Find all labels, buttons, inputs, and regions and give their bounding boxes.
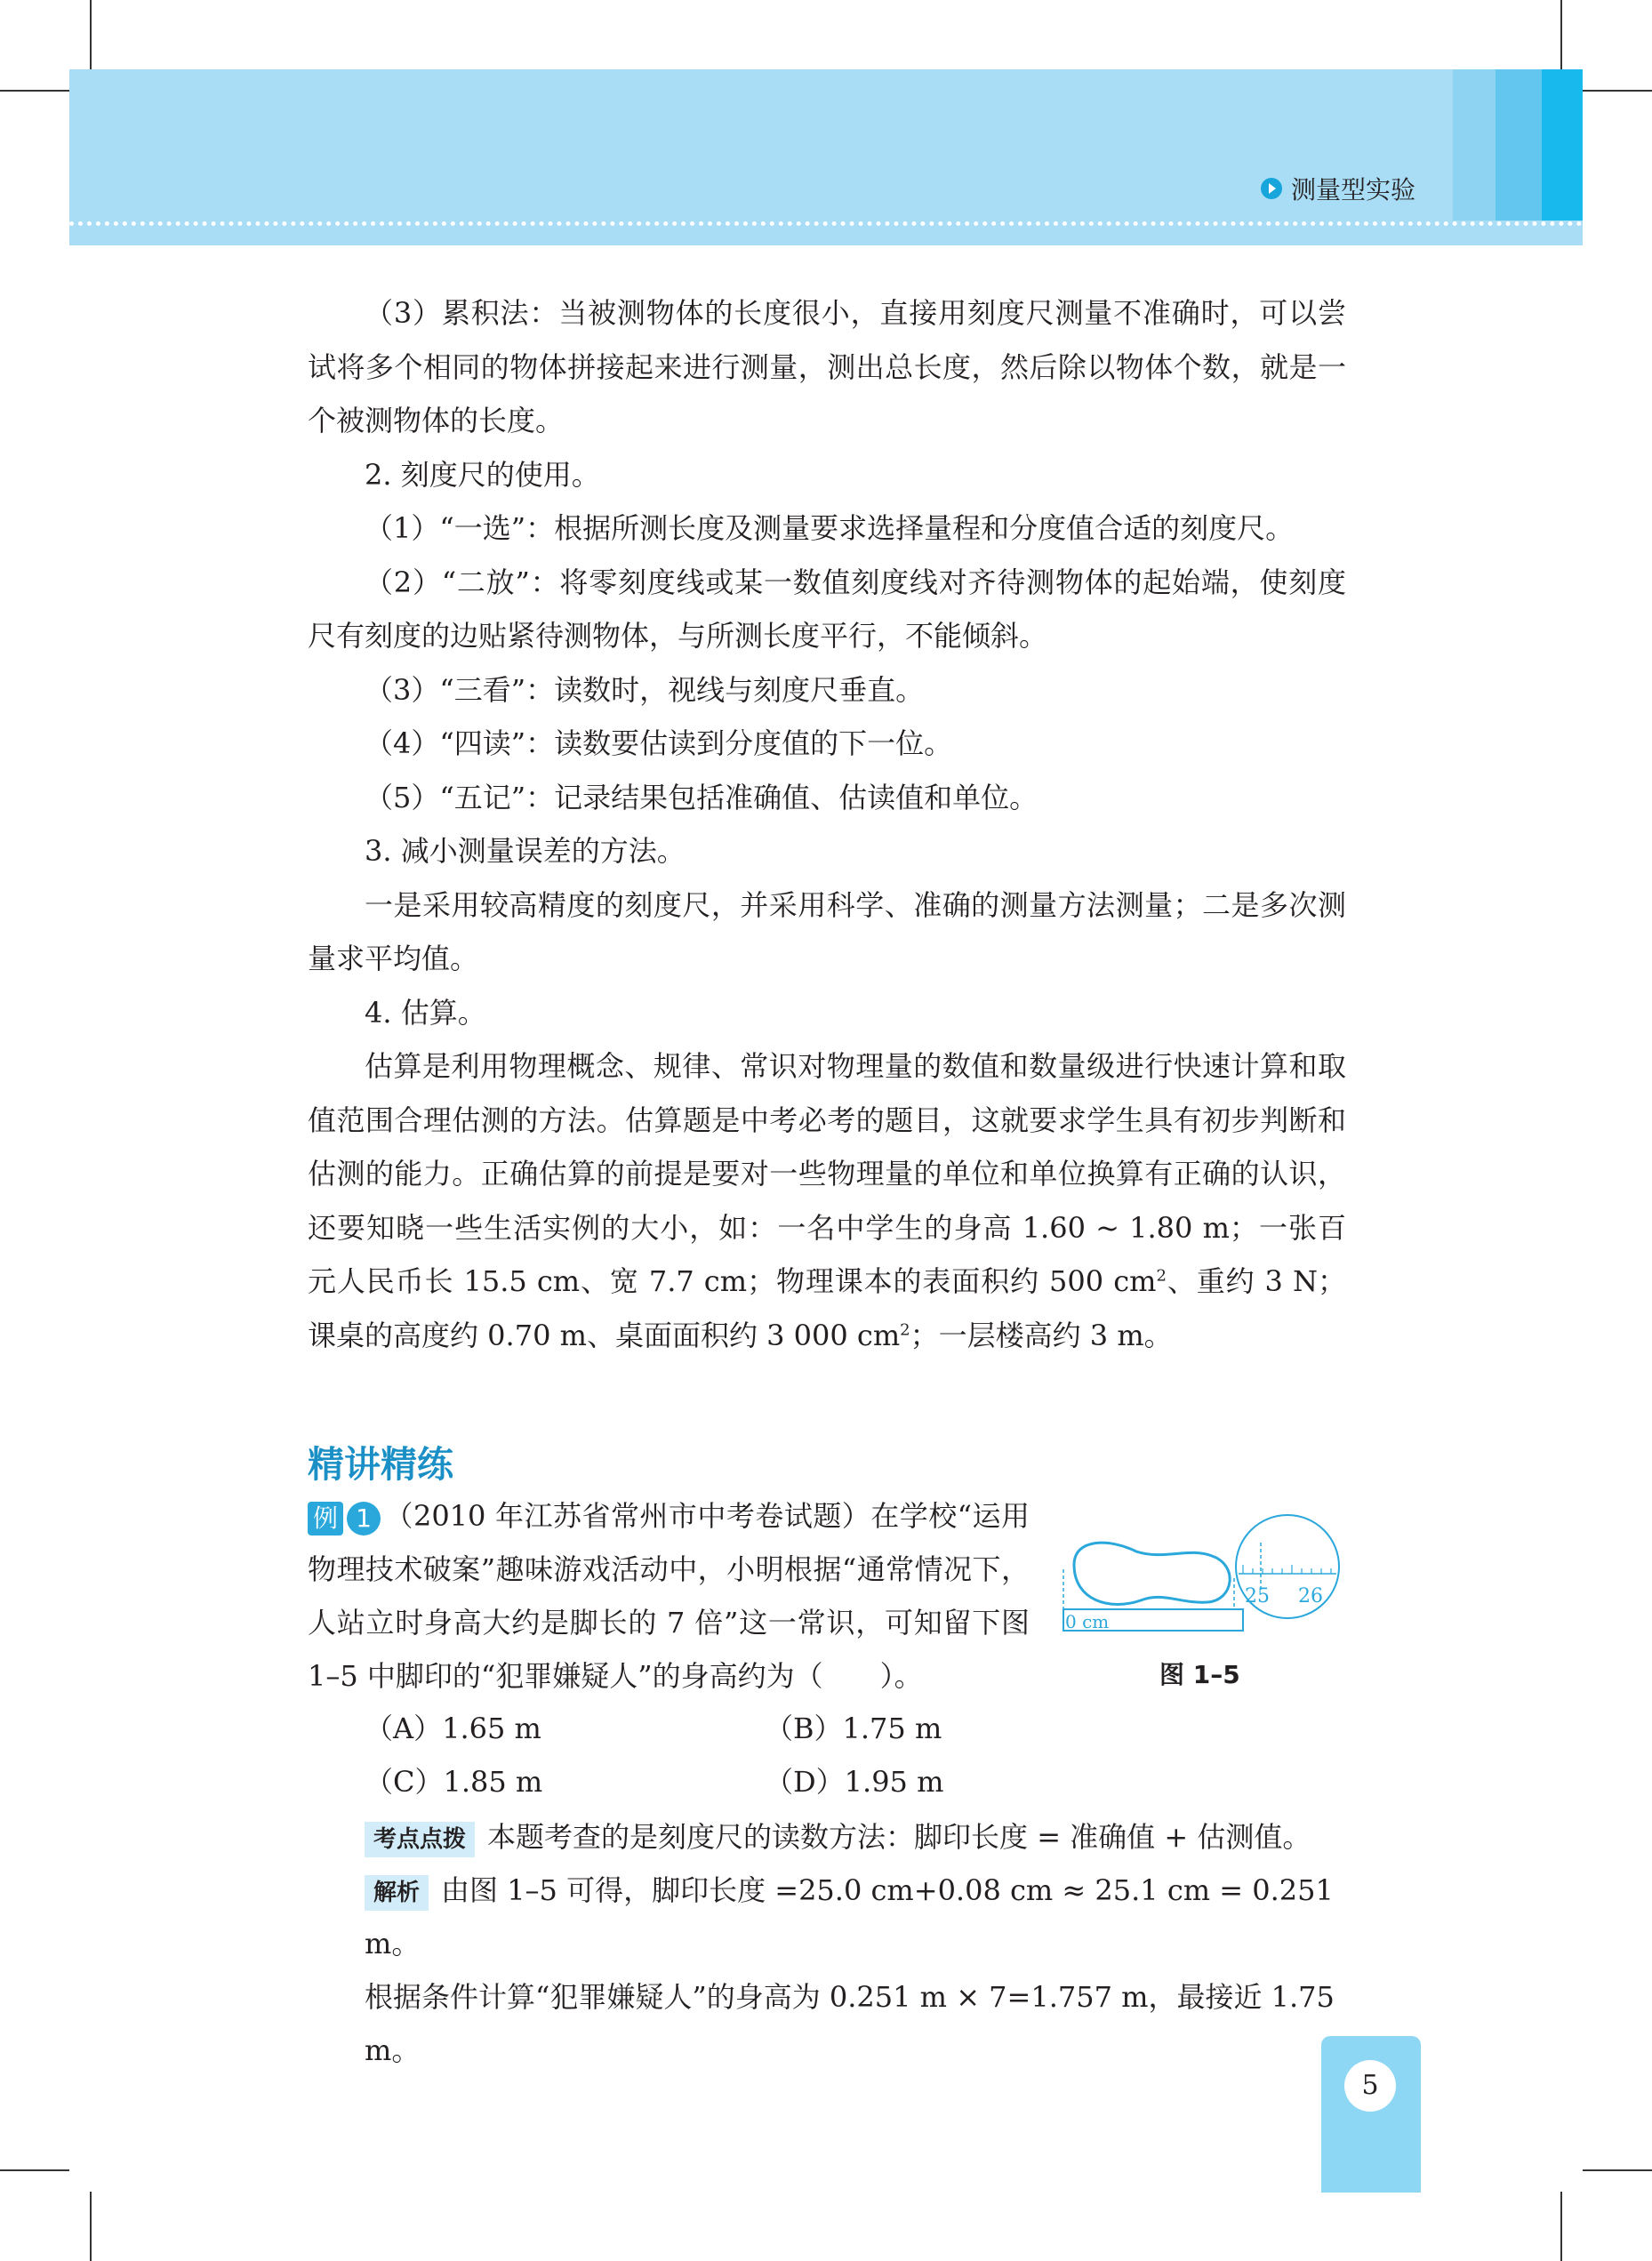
header-stripe <box>1496 69 1542 220</box>
superscript: 2 <box>1156 1266 1167 1286</box>
figure-caption: 图 1–5 <box>1159 1660 1240 1689</box>
option-c: （C）1.85 m <box>365 1765 543 1799</box>
paragraph: （3）“三看”：读数时，视线与刻度尺垂直。 <box>365 672 925 707</box>
text-run: 估算是利用物理概念、规律、常识对物理量的数值和数量级进行快速计算和取值范围合理估测的方法。估算题是中考必考的题目，这就要求学生具有初步判断和估测的能力。正确估算的前提是要对一些物理量的单位和单位换算有正确的认识，还要知晓一些生活实例的大小，如：一名中学生的身高 1.60 ~ 1.80 m；一张百元人民币长 15.5 cm、宽 7.7 cm；物理课本的表面积约 500 cm <box>308 1049 1346 1298</box>
paragraph: （3）累积法：当被测物体的长度很小，直接用刻度尺测量不准确时，可以尝试将多个相同的物体拼接起来进行测量，测出总长度，然后除以物体个数，就是一个被测物体的长度。 <box>308 296 1346 437</box>
text-run: ；一层楼高约 3 m。 <box>910 1318 1173 1352</box>
paragraph-estimation <box>308 1039 1346 1362</box>
paragraph: （4）“四读”：读数要估读到分度值的下一位。 <box>365 726 953 760</box>
analysis-text: 由图 1–5 可得，脚印长度 =25.0 cm+0.08 cm ≈ 25.1 cm = 0.251 m。 <box>365 1873 1334 1960</box>
option-b: （B）1.75 m <box>765 1712 942 1745</box>
paragraph: 4. 估算。 <box>365 995 486 1030</box>
footprint <box>1074 1543 1230 1604</box>
analysis-line <box>365 1810 1351 1864</box>
paragraph: 一是采用较高精度的刻度尺，并采用科学、准确的测量方法测量；二是多次测量求平均值。 <box>308 887 1346 975</box>
paragraph: 2. 刻度尺的使用。 <box>365 457 600 492</box>
paragraph: 3. 减小测量误差的方法。 <box>365 834 686 868</box>
example-badge: 例 <box>308 1502 343 1535</box>
crop-mark <box>0 90 69 92</box>
analysis-block <box>365 1810 1351 2077</box>
superscript: 2 <box>900 1319 910 1339</box>
analysis-line <box>365 1864 1351 1970</box>
analysis-text: 本题考查的是刻度尺的读数方法：脚印长度 = 准确值 + 估测值。 <box>487 1820 1311 1854</box>
footprint-ruler-figure <box>1056 1503 1341 1663</box>
magnified-ticks <box>1243 1565 1331 1574</box>
crop-mark <box>1560 2192 1562 2261</box>
section-heading: 精讲精练 <box>308 1443 453 1486</box>
tick-label-25: 25 <box>1245 1585 1270 1608</box>
header-band <box>69 69 1583 245</box>
crop-mark <box>1583 2169 1652 2171</box>
play-circle-icon <box>1261 178 1282 199</box>
crop-mark <box>0 2169 69 2171</box>
tick-label-26: 26 <box>1298 1585 1323 1608</box>
header-dotted-line <box>69 221 1583 226</box>
option-a: （A）1.65 m <box>365 1712 541 1745</box>
example-question <box>308 1489 1030 1703</box>
option-d: （D）1.95 m <box>765 1765 944 1799</box>
solution-tag: 解析 <box>365 1875 429 1911</box>
section-title-text: 测量型实验 <box>1291 175 1416 204</box>
section-title <box>1261 171 1415 206</box>
key-point-tag: 考点点拨 <box>365 1822 475 1857</box>
crop-mark <box>1583 90 1652 92</box>
header-stripe <box>1453 69 1496 220</box>
paragraph: （2）“二放”：将零刻度线或某一数值刻度线对齐待测物体的起始端，使刻度尺有刻度的边贴紧待测物体，与所测长度平行，不能倾斜。 <box>308 565 1346 653</box>
text-run: 、重约 3 N；课桌的高度约 0.70 m、桌面面积约 3 000 cm <box>308 1264 1346 1352</box>
crop-mark <box>1560 0 1562 69</box>
paragraph: （5）“五记”：记录结果包括准确值、估读值和单位。 <box>365 780 1039 814</box>
ruler-zero-label: 0 cm <box>1065 1611 1110 1632</box>
crop-mark <box>90 0 92 69</box>
example-number-badge: 1 <box>347 1502 381 1535</box>
page-number: 5 <box>1344 2060 1396 2112</box>
crop-mark <box>90 2192 92 2261</box>
options-row <box>365 1702 1165 1755</box>
example-text: （2010 年江苏省常州市中考卷试题）在学校“运用物理技术破案”趣味游戏活动中，小明根据“通常情况下，人站立时身高大约是脚长的 7 倍”这一常识，可知留下图 1–5 中脚印的“犯罪嫌疑人”的身高约为（ ）。 <box>308 1499 1030 1693</box>
options-row <box>365 1755 1165 1808</box>
analysis-line: 根据条件计算“犯罪嫌疑人”的身高为 0.251 m × 7=1.757 m，最接近 1.75 m。 <box>365 1980 1335 2067</box>
paragraph: （1）“一选”：根据所测长度及测量要求选择量程和分度值合适的刻度尺。 <box>365 511 1295 545</box>
header-stripe <box>1542 69 1583 220</box>
answer-options <box>365 1702 1165 1808</box>
body-text <box>308 286 1346 1362</box>
